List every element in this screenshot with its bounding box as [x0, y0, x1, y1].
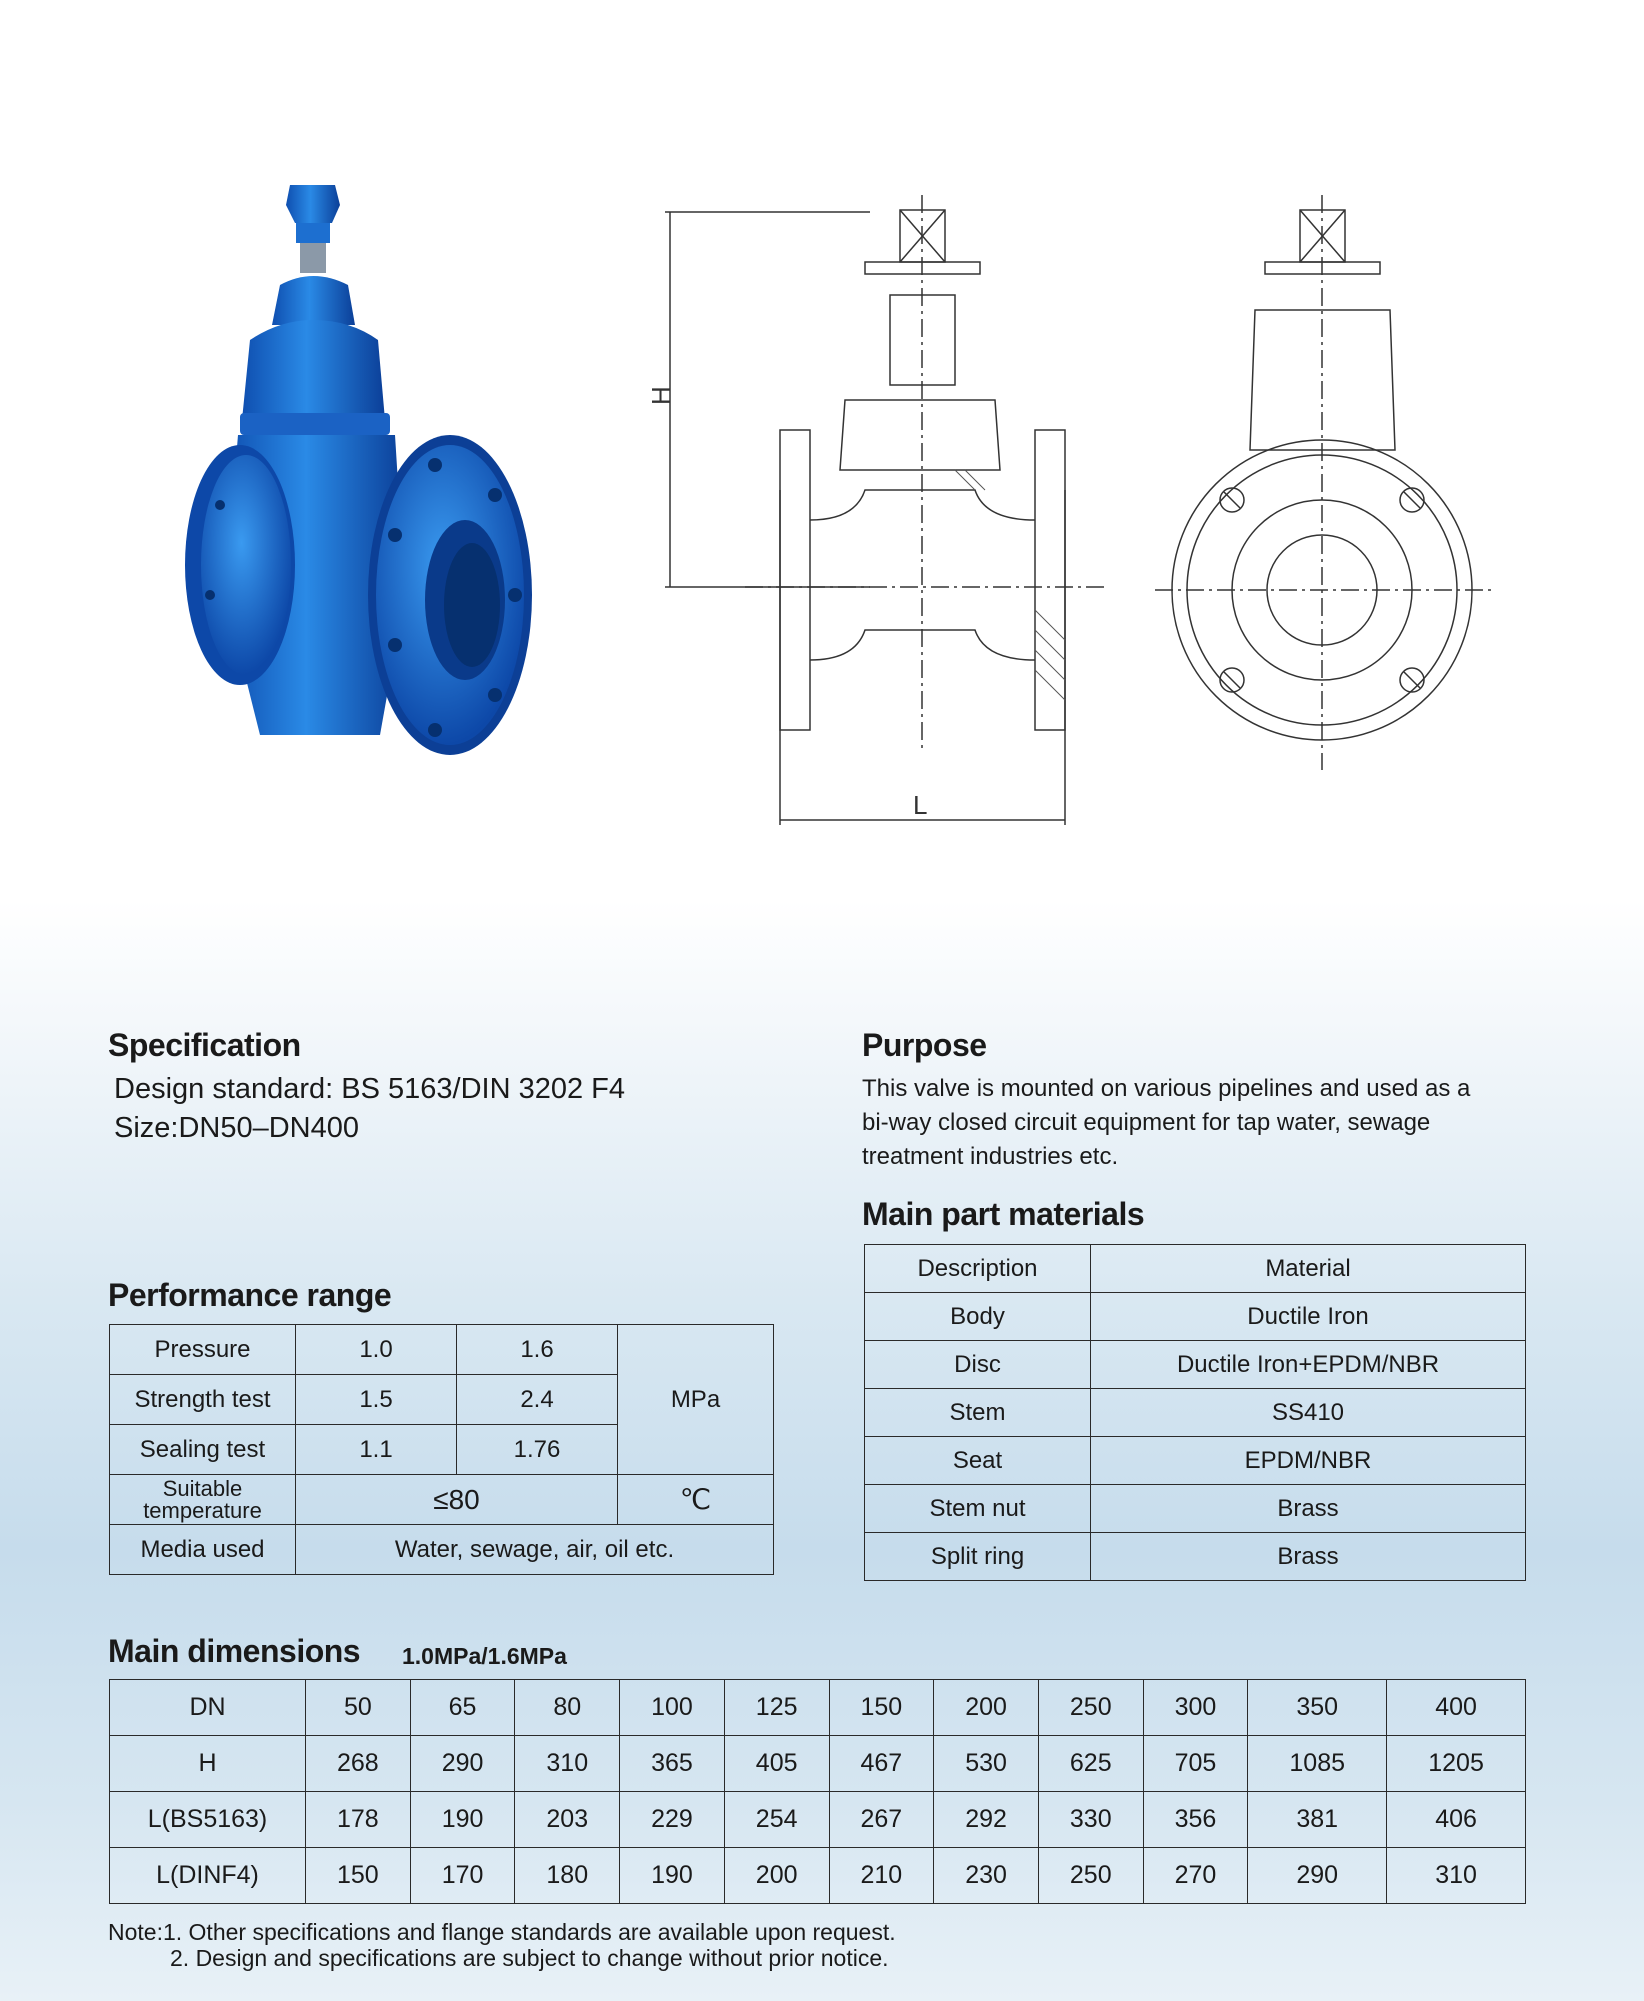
table-cell: 350	[1248, 1680, 1387, 1736]
table-cell: 310	[515, 1736, 620, 1792]
table-cell: Body	[865, 1293, 1091, 1341]
table-row	[110, 1736, 1526, 1792]
table-row-label: L(BS5163)	[110, 1792, 306, 1848]
table-row	[865, 1389, 1526, 1437]
performance-table	[109, 1324, 774, 1575]
table-cell: 100	[620, 1680, 725, 1736]
svg-text:L: L	[913, 790, 928, 820]
dimension-label-h	[646, 386, 676, 405]
dimension-label-l	[913, 790, 927, 820]
purpose-title: Purpose	[862, 1027, 987, 1063]
valve-photo	[180, 175, 540, 765]
table-cell: Ductile Iron+EPDM/NBR	[1091, 1341, 1526, 1389]
table-cell: Disc	[865, 1341, 1091, 1389]
spec-design-standard: Design standard: BS 5163/DIN 3202 F4	[114, 1073, 626, 1105]
table-cell: 310	[1387, 1848, 1526, 1904]
table-row	[110, 1848, 1526, 1904]
table-cell: 365	[620, 1736, 725, 1792]
table-cell: 290	[410, 1736, 515, 1792]
table-cell: 170	[410, 1848, 515, 1904]
table-cell: 1085	[1248, 1736, 1387, 1792]
materials-header-desc: Description	[865, 1245, 1091, 1293]
purpose-line: treatment industries etc.	[862, 1143, 1119, 1170]
table-cell: Strength test	[110, 1375, 296, 1425]
purpose-line: This valve is mounted on various pipelines and used as a	[862, 1075, 1471, 1102]
table-cell: 203	[515, 1792, 620, 1848]
dimensions-title: Main dimensions	[108, 1633, 361, 1669]
table-cell: 190	[620, 1848, 725, 1904]
table-cell: 530	[934, 1736, 1039, 1792]
purpose-text	[862, 1072, 1542, 1174]
table-cell: 50	[306, 1680, 411, 1736]
table-cell: Brass	[1091, 1533, 1526, 1581]
table-row	[110, 1792, 1526, 1848]
table-cell: Seat	[865, 1437, 1091, 1485]
table-cell: 1.6	[457, 1325, 618, 1375]
table-cell: 150	[829, 1680, 934, 1736]
table-row	[110, 1525, 774, 1575]
table-row-label: H	[110, 1736, 306, 1792]
table-cell: Brass	[1091, 1485, 1526, 1533]
table-cell: 290	[1248, 1848, 1387, 1904]
table-cell: 267	[829, 1792, 934, 1848]
materials-header-mat: Material	[1091, 1245, 1526, 1293]
table-cell: 2.4	[457, 1375, 618, 1425]
pressure-unit-cell: MPa	[618, 1325, 774, 1475]
table-cell: 1.1	[296, 1425, 457, 1475]
table-cell: EPDM/NBR	[1091, 1437, 1526, 1485]
table-cell: 1.0	[296, 1325, 457, 1375]
table-cell: 467	[829, 1736, 934, 1792]
table-cell: 400	[1387, 1680, 1526, 1736]
temperature-unit-cell: ℃	[618, 1475, 774, 1525]
specification-title: Specification	[108, 1027, 301, 1063]
table-cell: Ductile Iron	[1091, 1293, 1526, 1341]
dimensions-subtitle: 1.0MPa/1.6MPa	[402, 1643, 567, 1669]
table-cell: 268	[306, 1736, 411, 1792]
table-cell: 356	[1143, 1792, 1248, 1848]
table-cell: Stem	[865, 1389, 1091, 1437]
temperature-label-cell	[110, 1475, 296, 1525]
temperature-label-line-1: Suitable	[162, 1475, 243, 1501]
purpose-line: bi-way closed circuit equipment for tap water, sewage	[862, 1109, 1431, 1136]
table-cell: 705	[1143, 1736, 1248, 1792]
table-row	[110, 1475, 774, 1525]
table-cell: 229	[620, 1792, 725, 1848]
svg-text:H: H	[646, 386, 676, 405]
materials-table	[864, 1244, 1526, 1581]
table-row-label: DN	[110, 1680, 306, 1736]
spec-size: Size:DN50–DN400	[114, 1112, 360, 1144]
table-cell: 150	[306, 1848, 411, 1904]
table-cell: 210	[829, 1848, 934, 1904]
table-cell: 178	[306, 1792, 411, 1848]
note-line-1: Note:1. Other specifications and flange standards are available upon request.	[108, 1919, 896, 1945]
table-cell: 80	[515, 1680, 620, 1736]
table-cell: 200	[934, 1680, 1039, 1736]
note-line-2: 2. Design and specifications are subject to change without prior notice.	[170, 1945, 889, 1971]
temperature-value-cell: ≤80	[296, 1475, 618, 1525]
dimensions-table	[109, 1679, 1526, 1904]
table-cell: 200	[724, 1848, 829, 1904]
table-cell: SS410	[1091, 1389, 1526, 1437]
table-cell: 65	[410, 1680, 515, 1736]
table-row	[110, 1325, 774, 1375]
table-cell: 330	[1038, 1792, 1143, 1848]
table-cell: Stem nut	[865, 1485, 1091, 1533]
table-cell: 1205	[1387, 1736, 1526, 1792]
table-cell: Sealing test	[110, 1425, 296, 1475]
table-cell: 230	[934, 1848, 1039, 1904]
table-row	[865, 1485, 1526, 1533]
table-cell: 381	[1248, 1792, 1387, 1848]
table-cell: 254	[724, 1792, 829, 1848]
table-row-label: L(DINF4)	[110, 1848, 306, 1904]
table-row	[110, 1680, 1526, 1736]
table-cell: 300	[1143, 1680, 1248, 1736]
table-cell: Media used	[110, 1525, 296, 1575]
table-row	[865, 1437, 1526, 1485]
table-cell: 406	[1387, 1792, 1526, 1848]
table-cell: 250	[1038, 1680, 1143, 1736]
table-cell: 190	[410, 1792, 515, 1848]
table-cell: 270	[1143, 1848, 1248, 1904]
table-cell: 292	[934, 1792, 1039, 1848]
table-cell: Water, sewage, air, oil etc.	[296, 1525, 774, 1575]
table-row	[865, 1293, 1526, 1341]
table-cell: Split ring	[865, 1533, 1091, 1581]
table-cell: 250	[1038, 1848, 1143, 1904]
table-row	[865, 1533, 1526, 1581]
temperature-label-line-2: temperature	[143, 1497, 262, 1523]
table-row	[865, 1245, 1526, 1293]
table-cell: 180	[515, 1848, 620, 1904]
table-row	[865, 1341, 1526, 1389]
table-cell: 625	[1038, 1736, 1143, 1792]
valve-technical-drawing	[646, 190, 1535, 840]
table-cell: 125	[724, 1680, 829, 1736]
table-cell: 405	[724, 1736, 829, 1792]
table-cell: Pressure	[110, 1325, 296, 1375]
table-cell: 1.5	[296, 1375, 457, 1425]
performance-title: Performance range	[108, 1277, 392, 1313]
materials-title: Main part materials	[862, 1196, 1145, 1232]
table-cell: 1.76	[457, 1425, 618, 1475]
